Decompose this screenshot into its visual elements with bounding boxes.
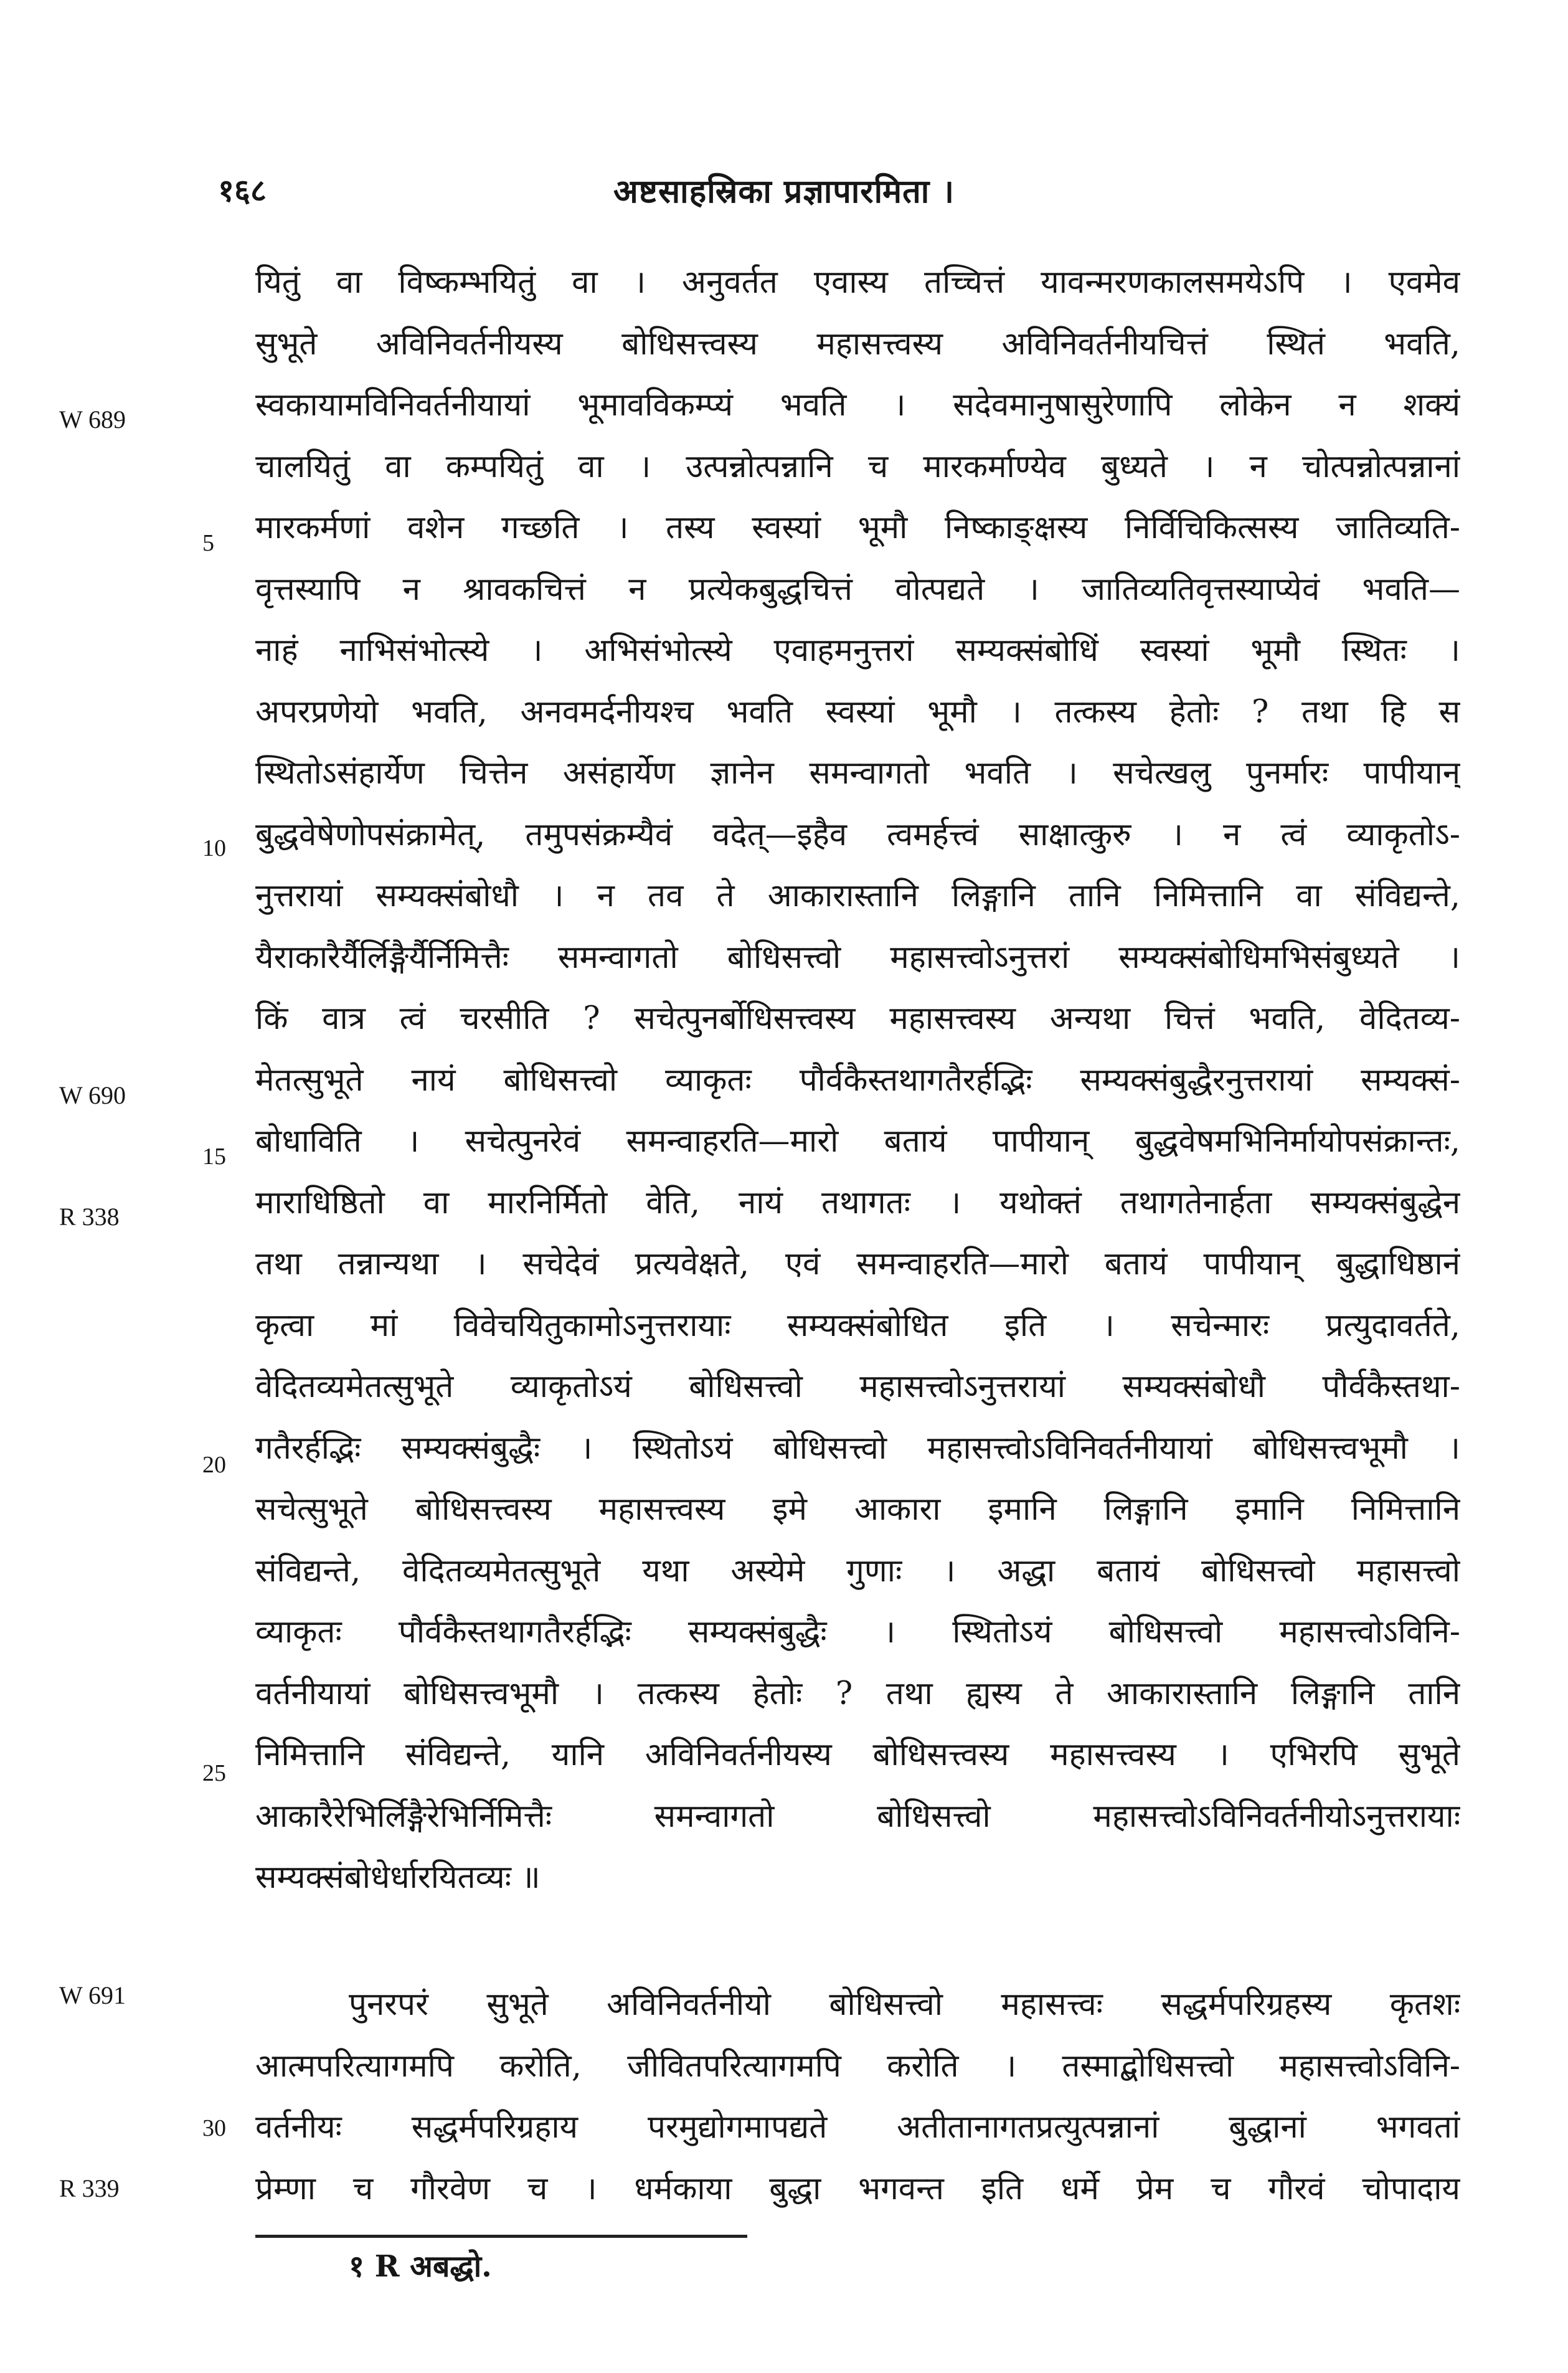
line-number: 20 <box>202 1452 226 1478</box>
text-line: यितुं वा विष्कम्भयितुं वा । अनुवर्तत एवास्य तच्चित्तं यावन्मरणकालसमयेऽपि । एवमेव <box>255 264 1460 301</box>
line-number: 25 <box>202 1760 226 1786</box>
line-number: 30 <box>202 2115 226 2141</box>
running-title: अष्टसाहस्रिका प्रज्ञापारमिता । <box>613 173 955 211</box>
text-line: कृत्वा मां विवेचयितुकामोऽनुत्तरायाः सम्यक्संबोधित इति । सचेन्मारः प्रत्युदावर्तते, <box>255 1307 1460 1344</box>
text-line: नुत्तरायां सम्यक्संबोधौ । न तव ते आकारास्तानि लिङ्गानि तानि निमित्तानि वा संविद्यन्ते, <box>255 878 1460 914</box>
line-number: 15 <box>202 1144 226 1170</box>
page-header <box>0 168 1568 224</box>
text-line: किं वात्र त्वं चरसीति ? सचेत्पुनर्बोधिसत्त्वस्य महासत्त्वस्य अन्यथा चित्तं भवति, वेदितव्य- <box>255 1000 1460 1037</box>
text-line: चालयितुं वा कम्पयितुं वा । उत्पन्नोत्पन्नानि च मारकर्माण्येव बुध्यते । न चोत्पन्नोत्पन्नानां <box>255 448 1460 485</box>
text-line: सम्यक्संबोधेर्धारयितव्यः ॥ <box>255 1859 541 1896</box>
footnote-rule <box>255 2235 747 2238</box>
text-line: गतैरर्हद्भिः सम्यक्संबुद्धैः । स्थितोऽयं बोधिसत्त्वो महासत्त्वोऽविनिवर्तनीयायां बोधिसत्त्वभूमौ । <box>255 1429 1460 1467</box>
text-line: यैराकारैर्यैर्लिङ्गैर्यैर्निमित्तैः समन्वागतो बोधिसत्त्वो महासत्त्वोऽनुत्तरां सम्यक्संबोधिमभिसंबुध्यते । <box>255 939 1460 976</box>
text-line: मेतत्सुभूते नायं बोधिसत्त्वो व्याकृतः पौर्वकैस्तथागतैरर्हद्भिः सम्यक्संबुद्धैरनुत्तरायां सम्यक्सं- <box>255 1061 1460 1099</box>
text-line: संविद्यन्ते, वेदितव्यमेतत्सुभूते यथा अस्येमे गुणाः । अद्धा बतायं बोधिसत्त्वो महासत्त्वो <box>255 1552 1460 1589</box>
text-line: स्थितोऽसंहार्येण चित्तेन असंहार्येण ज्ञानेन समन्वागतो भवति । सचेत्खलु पुनर्मारः पापीयान् <box>255 755 1460 792</box>
text-line: व्याकृतः पौर्वकैस्तथागतैरर्हद्भिः सम्यक्संबुद्धैः । स्थितोऽयं बोधिसत्त्वो महासत्त्वोऽविनि- <box>255 1614 1460 1651</box>
margin-note: R 339 <box>59 2174 120 2202</box>
main-paragraph <box>255 252 1460 1909</box>
margin-note: W 689 <box>59 405 126 433</box>
second-paragraph <box>255 1974 1460 2220</box>
footnote: १ R अबद्धो. <box>349 2249 492 2284</box>
text-line: वर्तनीयः सद्धर्मपरिग्रहाय परमुद्योगमापद्यते अतीतानागतप्रत्युत्पन्नानां बुद्धानां भगवतां <box>255 2109 1460 2146</box>
text-line: नाहं नाभिसंभोत्स्ये । अभिसंभोत्स्ये एवाहमनुत्तरां सम्यक्संबोधिं स्वस्यां भूमौ स्थितः । <box>255 632 1460 669</box>
text-line: स्वकायामविनिवर्तनीयायां भूमावविकम्प्यं भवति । सदेवमानुषासुरेणापि लोकेन न शक्यं <box>255 387 1460 424</box>
text-line: तथा तन्नान्यथा । सचेदेवं प्रत्यवेक्षते, एवं समन्वाहरति—मारो बतायं पापीयान् बुद्धाधिष्ठानं <box>255 1246 1460 1282</box>
text-line: अपरप्रणेयो भवति, अनवमर्दनीयश्च भवति स्वस्यां भूमौ । तत्कस्य हेतोः ? तथा हि स <box>255 693 1460 731</box>
text-line: बुद्धवेषेणोपसंक्रामेत्, तमुपसंक्रम्यैवं वदेत्—इहैव त्वमर्हत्त्वं साक्षात्कुरु । न त्वं व्याकृतोऽ- <box>255 816 1460 853</box>
line-number: 5 <box>202 530 214 556</box>
text-line: पुनरपरं सुभूते अविनिवर्तनीयो बोधिसत्त्वो महासत्त्वः सद्धर्मपरिग्रहस्य कृतशः <box>349 1986 1460 2023</box>
text-line: प्रेम्णा च गौरवेण च । धर्मकाया बुद्धा भगवन्त इति धर्मे प्रेम च गौरवं चोपादाय <box>255 2170 1460 2207</box>
text-line: मारकर्मणां वशेन गच्छति । तस्य स्वस्यां भूमौ निष्काङ्क्षस्य निर्विचिकित्सस्य जातिव्यति- <box>255 509 1460 546</box>
margin-note: W 690 <box>59 1081 126 1109</box>
text-line: आकारैरेभिर्लिङ्गैरेभिर्निमित्तैः समन्वागतो बोधिसत्त्वो महासत्त्वोऽविनिवर्तनीयोऽनुत्तरायाः <box>255 1798 1460 1835</box>
margin-note: W 691 <box>59 1981 126 2009</box>
text-line: निमित्तानि संविद्यन्ते, यानि अविनिवर्तनीयस्य बोधिसत्त्वस्य महासत्त्वस्य । एभिरपि सुभूते <box>255 1736 1460 1773</box>
text-line: सचेत्सुभूते बोधिसत्त्वस्य महासत्त्वस्य इमे आकारा इमानि लिङ्गानि इमानि निमित्तानि <box>255 1491 1460 1528</box>
text-line: वृत्तस्यापि न श्रावकचित्तं न प्रत्येकबुद्धचित्तं वोत्पद्यते । जातिव्यतिवृत्तस्याप्येवं भवति— <box>255 571 1460 608</box>
line-number: 10 <box>202 835 226 861</box>
page-number: १६८ <box>218 172 267 209</box>
text-line: सुभूते अविनिवर्तनीयस्य बोधिसत्त्वस्य महासत्त्वस्य अविनिवर्तनीयचित्तं स्थितं भवति, <box>255 325 1460 362</box>
text-line: माराधिष्ठितो वा मारनिर्मितो वेति, नायं तथागतः । यथोक्तं तथागतेनार्हता सम्यक्संबुद्धेन <box>255 1184 1460 1221</box>
text-line: वर्तनीयायां बोधिसत्त्वभूमौ । तत्कस्य हेतोः ? तथा ह्यस्य ते आकारास्तानि लिङ्गानि तानि <box>255 1675 1460 1712</box>
text-line: आत्मपरित्यागमपि करोति, जीवितपरित्यागमपि करोति । तस्माद्बोधिसत्त्वो महासत्त्वोऽविनि- <box>255 2047 1460 2085</box>
text-line: वेदितव्यमेतत्सुभूते व्याकृतोऽयं बोधिसत्त्वो महासत्त्वोऽनुत्तरायां सम्यक्संबोधौ पौर्वकैस्तथा- <box>255 1368 1460 1405</box>
margin-note: R 338 <box>59 1203 120 1231</box>
text-line: बोधाविति । सचेत्पुनरेवं समन्वाहरति—मारो बतायं पापीयान् बुद्धवेषमभिनिर्मायोपसंक्रान्तः, <box>255 1123 1460 1160</box>
